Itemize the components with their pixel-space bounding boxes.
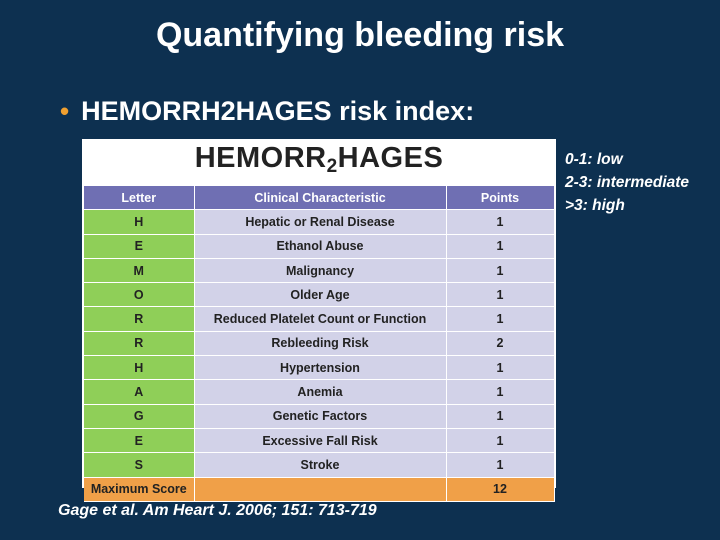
risk-table bbox=[84, 185, 555, 502]
hemorr2hages-figure bbox=[82, 139, 556, 497]
row-characteristic: Rebleeding Risk bbox=[194, 331, 446, 355]
row-letter: M bbox=[84, 258, 194, 282]
row-letter: H bbox=[84, 356, 194, 380]
table-header-row bbox=[84, 186, 554, 210]
figure-title bbox=[82, 139, 556, 185]
table-row bbox=[84, 210, 554, 234]
bullet-item bbox=[60, 96, 474, 127]
row-characteristic: Genetic Factors bbox=[194, 404, 446, 428]
bullet-icon: • bbox=[60, 96, 70, 126]
row-characteristic: Older Age bbox=[194, 283, 446, 307]
row-letter: S bbox=[84, 453, 194, 477]
figure-title-subscript: 2 bbox=[326, 156, 338, 177]
row-letter: E bbox=[84, 234, 194, 258]
header-letter: Letter bbox=[84, 186, 194, 210]
row-letter: H bbox=[84, 210, 194, 234]
row-characteristic: Hepatic or Renal Disease bbox=[194, 210, 446, 234]
row-points: 1 bbox=[446, 258, 554, 282]
row-characteristic: Hypertension bbox=[194, 356, 446, 380]
max-score-row bbox=[84, 477, 554, 501]
row-points: 2 bbox=[446, 331, 554, 355]
max-score-blank bbox=[194, 477, 446, 501]
table-body bbox=[84, 210, 554, 502]
bullet-text: HEMORRH2HAGES risk index: bbox=[81, 96, 475, 126]
table-row bbox=[84, 356, 554, 380]
table-row bbox=[84, 404, 554, 428]
row-characteristic: Anemia bbox=[194, 380, 446, 404]
row-letter: R bbox=[84, 307, 194, 331]
row-points: 1 bbox=[446, 380, 554, 404]
row-points: 1 bbox=[446, 234, 554, 258]
row-points: 1 bbox=[446, 428, 554, 452]
score-legend-intermediate: 2-3: intermediate bbox=[565, 174, 690, 191]
row-points: 1 bbox=[446, 404, 554, 428]
row-letter: R bbox=[84, 331, 194, 355]
table-row bbox=[84, 453, 554, 477]
row-characteristic: Stroke bbox=[194, 453, 446, 477]
row-points: 1 bbox=[446, 283, 554, 307]
figure-title-suffix: HAGES bbox=[337, 142, 444, 174]
row-points: 1 bbox=[446, 210, 554, 234]
header-points: Points bbox=[446, 186, 554, 210]
row-characteristic: Reduced Platelet Count or Function bbox=[194, 307, 446, 331]
row-points: 1 bbox=[446, 453, 554, 477]
table-row bbox=[84, 258, 554, 282]
citation: Gage et al. Am Heart J. 2006; 151: 713-719 bbox=[58, 502, 377, 519]
score-legend-high: >3: high bbox=[565, 197, 625, 214]
table-row bbox=[84, 283, 554, 307]
header-characteristic: Clinical Characteristic bbox=[194, 186, 446, 210]
row-points: 1 bbox=[446, 356, 554, 380]
table-row bbox=[84, 428, 554, 452]
slide-title: Quantifying bleeding risk bbox=[155, 16, 565, 54]
score-legend-low: 0-1: low bbox=[565, 151, 623, 168]
row-characteristic: Ethanol Abuse bbox=[194, 234, 446, 258]
row-characteristic: Malignancy bbox=[194, 258, 446, 282]
row-points: 1 bbox=[446, 307, 554, 331]
row-letter: O bbox=[84, 283, 194, 307]
row-letter: E bbox=[84, 428, 194, 452]
table-row bbox=[84, 331, 554, 355]
score-legend bbox=[565, 148, 689, 217]
table-row bbox=[84, 380, 554, 404]
max-score-value: 12 bbox=[446, 477, 554, 501]
row-letter: G bbox=[84, 404, 194, 428]
figure-title-prefix: HEMORR bbox=[194, 142, 327, 174]
max-score-label: Maximum Score bbox=[84, 477, 194, 501]
row-characteristic: Excessive Fall Risk bbox=[194, 428, 446, 452]
table-row bbox=[84, 307, 554, 331]
row-letter: A bbox=[84, 380, 194, 404]
table-row bbox=[84, 234, 554, 258]
